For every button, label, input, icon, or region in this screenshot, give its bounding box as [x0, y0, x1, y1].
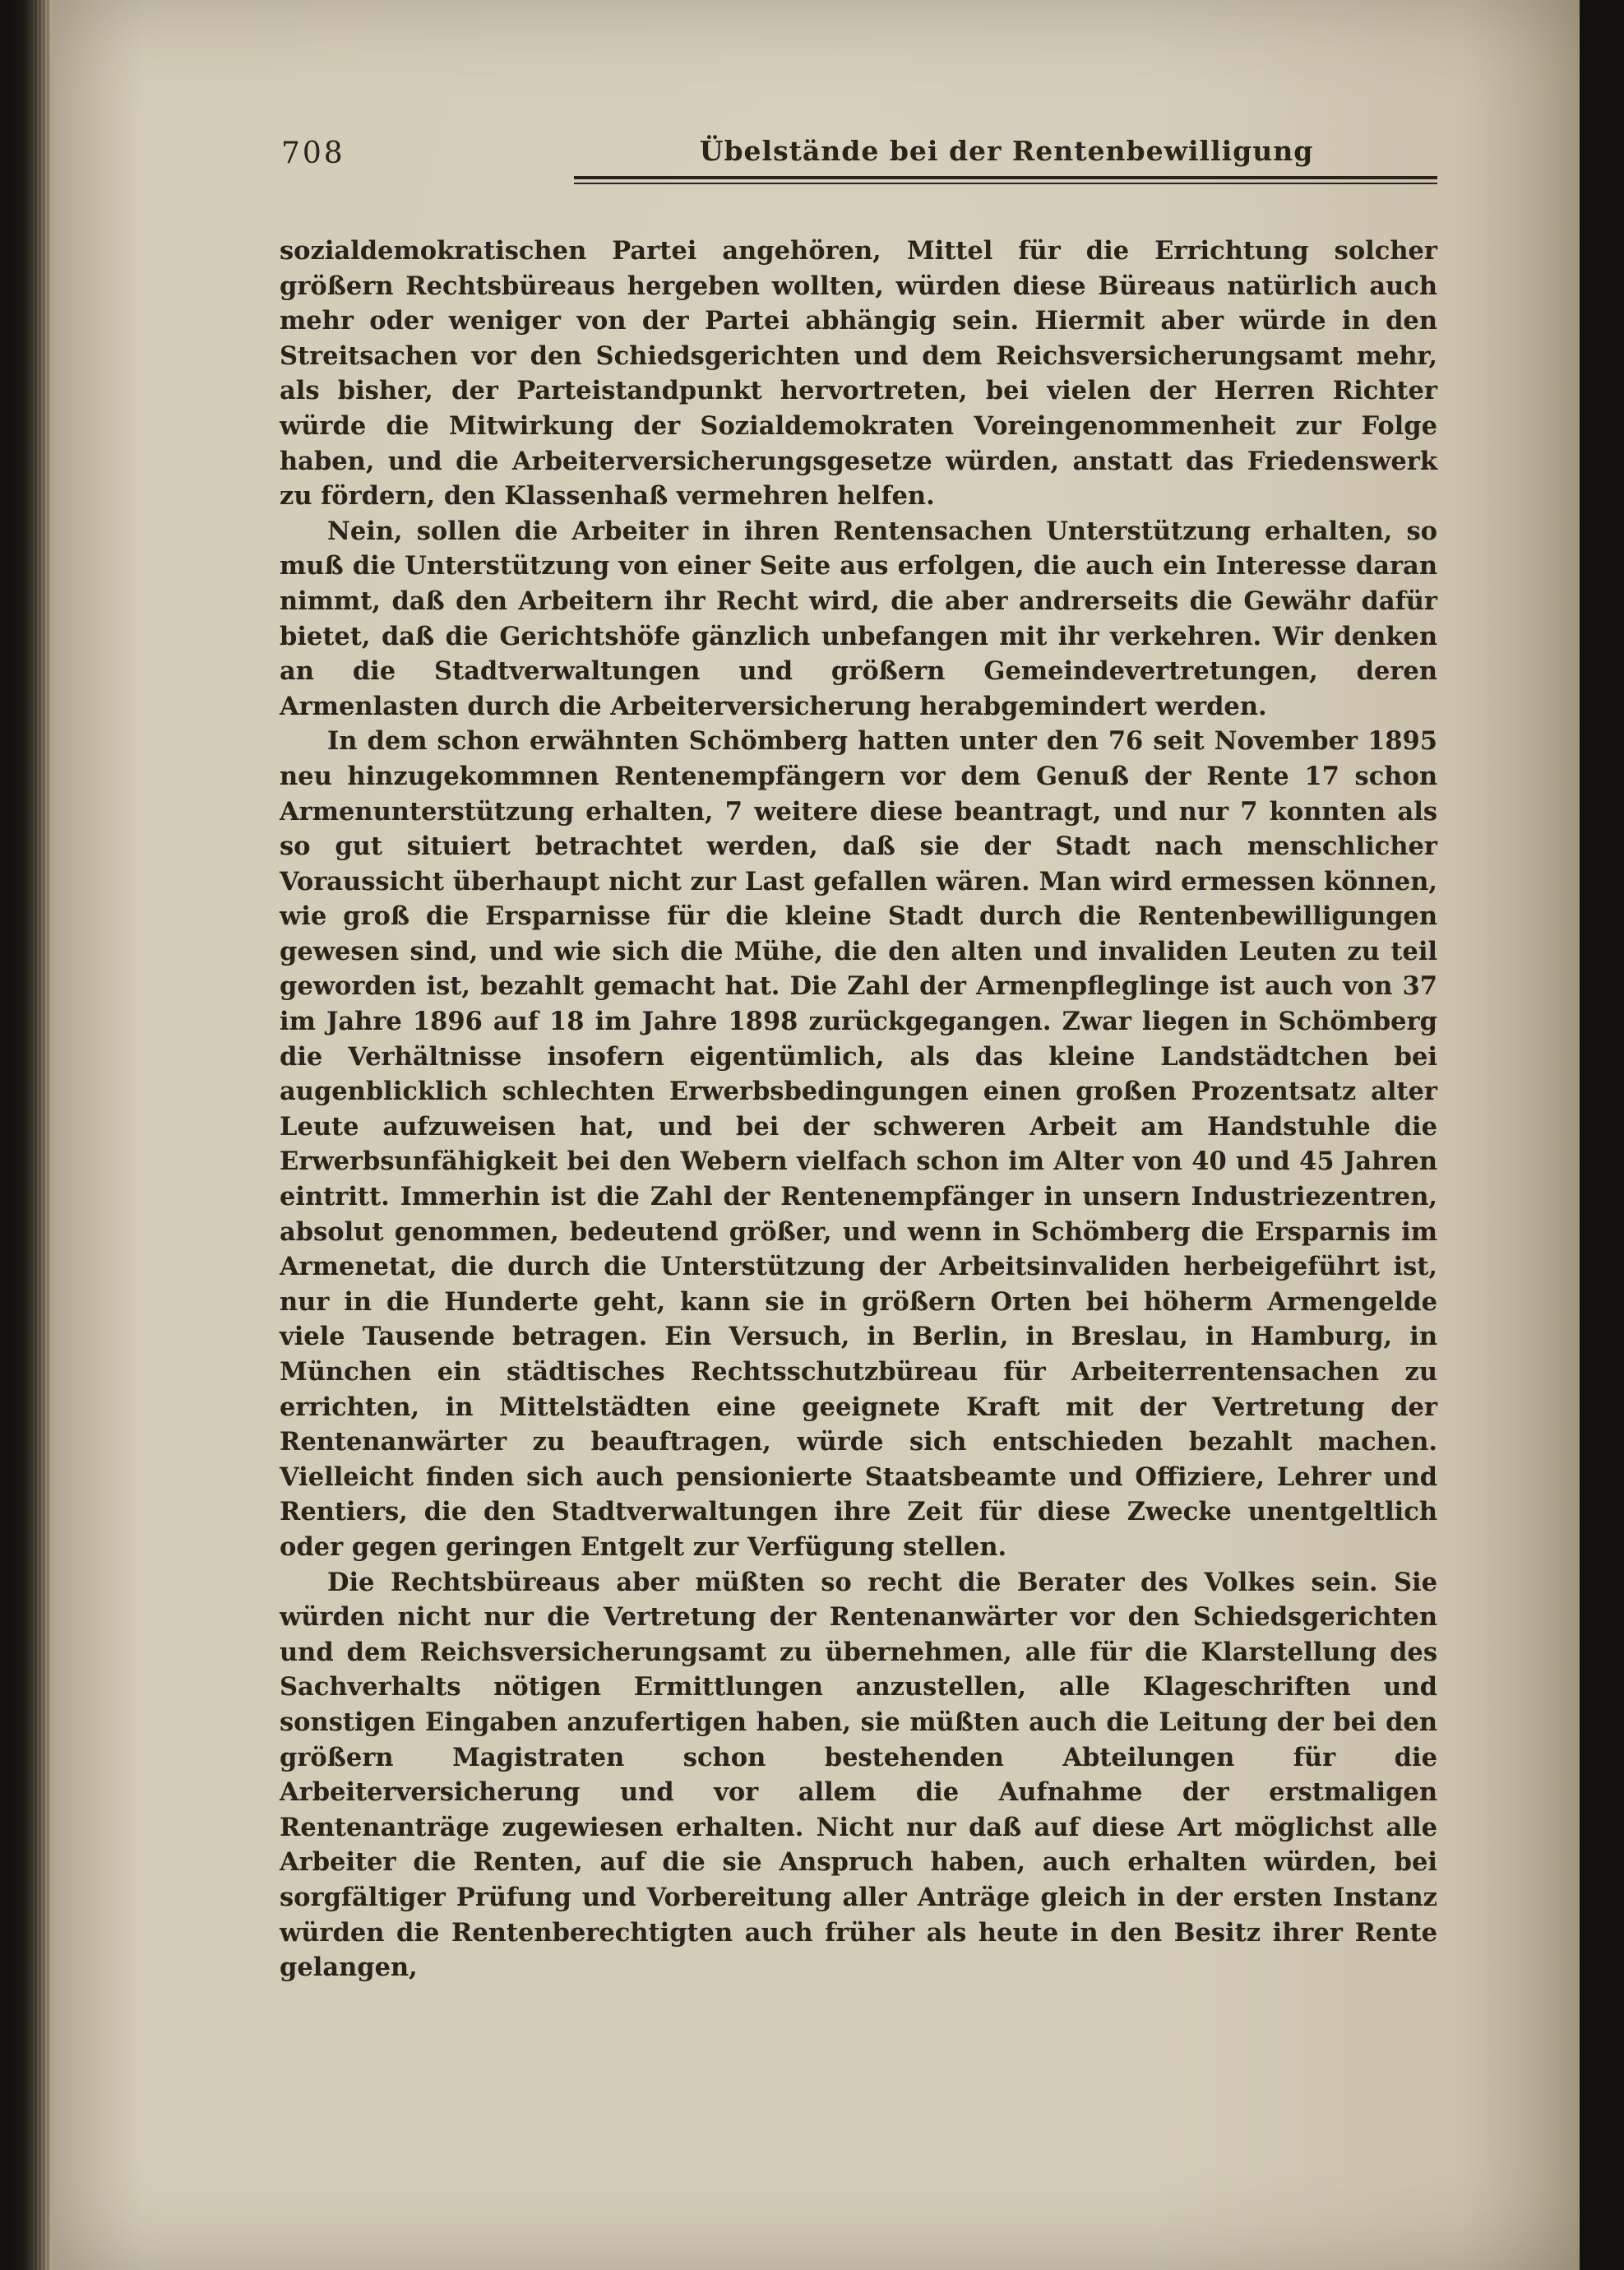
header-title: Übelstände bei der Rentenbewilligung	[699, 135, 1314, 167]
paragraph: Die Rechtsbüreaus aber müßten so recht die Berater des Volkes sein. Sie würden nicht nur die Vertretung der Rentenanwärter vor den Schiedsgerichten und dem Reichsversicherungsamt zu übernehmen, alle für die Klarstellung des Sachverhalts nötigen Ermittlungen anzustellen, alle Klageschriften und sonstigen Eingaben anzufertigen haben, sie müßten auch die Leitung der bei den größern Magistraten schon bestehenden Abteilungen für die Arbeiterversicherung und vor allem die Aufnahme der erstmaligen Rentenanträge zugewiesen erhalten. Nicht nur daß auf diese Art möglichst alle Arbeiter die Renten, auf die sie Anspruch haben, auch erhalten würden, bei sorgfältiger Prüfung und Vorbereitung aller Anträge gleich in der ersten Instanz würden die Rentenberechtigten auch früher als heute in den Besitz ihrer Rente gelangen,	[280, 1567, 1437, 1983]
book-page	[53, 0, 1580, 2270]
body-text	[280, 234, 1437, 1985]
paragraph: In dem schon erwähnten Schömberg hatten unter den 76 seit November 1895 neu hinzugekommnen Rentenempfängern vor dem Genuß der Rente 17 schon Armenunterstützung erhalten, 7 weitere diese beantragt, und nur 7 konnten als so gut situiert betrachtet werden, daß sie der Stadt nach menschlicher Voraussicht überhaupt nicht zur Last gefallen wären. Man wird ermessen können, wie groß die Ersparnisse für die kleine Stadt durch die Rentenbewilligungen gewesen sind, und wie sich die Mühe, die den alten und invaliden Leuten zu teil geworden ist, bezahlt gemacht hat. Die Zahl der Armenpfleglinge ist auch von 37 im Jahre 1896 auf 18 im Jahre 1898 zurückgegangen. Zwar liegen in Schömberg die Verhältnisse insofern eigentümlich, als das kleine Landstädtchen bei augenblicklich schlechten Erwerbsbedingungen einen großen Prozentsatz alter Leute aufzuweisen hat, und bei der schweren Arbeit am Handstuhle die Erwerbsunfähigkeit bei den Webern vielfach schon im Alter von 40 und 45 Jahren eintritt. Immerhin ist die Zahl der Rentenempfänger in unsern Industriezentren, absolut genommen, bedeutend größer, und wenn in Schömberg die Ersparnis im Armenetat, die durch die Unterstützung der Arbeitsinvaliden herbeigeführt ist, nur in die Hunderte geht, kann sie in größern Orten bei höherm Armengelde viele Tausende betragen. Ein Versuch, in Berlin, in Breslau, in Hamburg, in München ein städtisches Rechtsschutzbüreau für Arbeiterrentensachen zu errichten, in Mittelstädten eine geeignete Kraft mit der Vertretung der Rentenanwärter zu beauftragen, würde sich entschieden bezahlt machen. Vielleicht finden sich auch pensionierte Staatsbeamte und Offiziere, Lehrer und Rentiers, die den Stadtverwaltungen ihre Zeit für diese Zwecke unentgeltlich oder gegen geringen Entgelt zur Verfügung stellen.	[280, 726, 1437, 1562]
header-rule	[574, 176, 1437, 184]
text-block	[280, 122, 1437, 1985]
page-header	[280, 122, 1437, 201]
paragraph: Nein, sollen die Arbeiter in ihren Rentensachen Unterstützung erhalten, so muß die Unterstützung von einer Seite aus erfolgen, die auch ein Interesse daran nimmt, daß den Arbeitern ihr Recht wird, die aber andrerseits die Gewähr dafür bietet, daß die Gerichtshöfe gänzlich unbefangen mit ihr verkehren. Wir denken an die Stadtverwaltungen und größern Gemeindevertretungen, deren Armenlasten durch die Arbeiterversicherung herabgemindert werden.	[280, 516, 1437, 721]
page-number: 708	[281, 137, 345, 170]
book-page-edge-lines	[33, 0, 51, 2270]
paragraph: sozialdemokratischen Partei angehören, Mittel für die Errichtung solcher größern Rechtsbüreaus hergeben wollten, würden diese Büreaus natürlich auch mehr oder weniger von der Partei abhängig sein. Hiermit aber würde in den Streitsachen vor den Schiedsgerichten und dem Reichsversicherungsamt mehr, als bisher, der Parteistandpunkt hervortreten, bei vielen der Herren Richter würde die Mitwirkung der Sozialdemokraten Voreingenommenheit zur Folge haben, und die Arbeiterversicherungsgesetze würden, anstatt das Friedenswerk zu fördern, den Klassenhaß vermehren helfen.	[280, 236, 1437, 512]
